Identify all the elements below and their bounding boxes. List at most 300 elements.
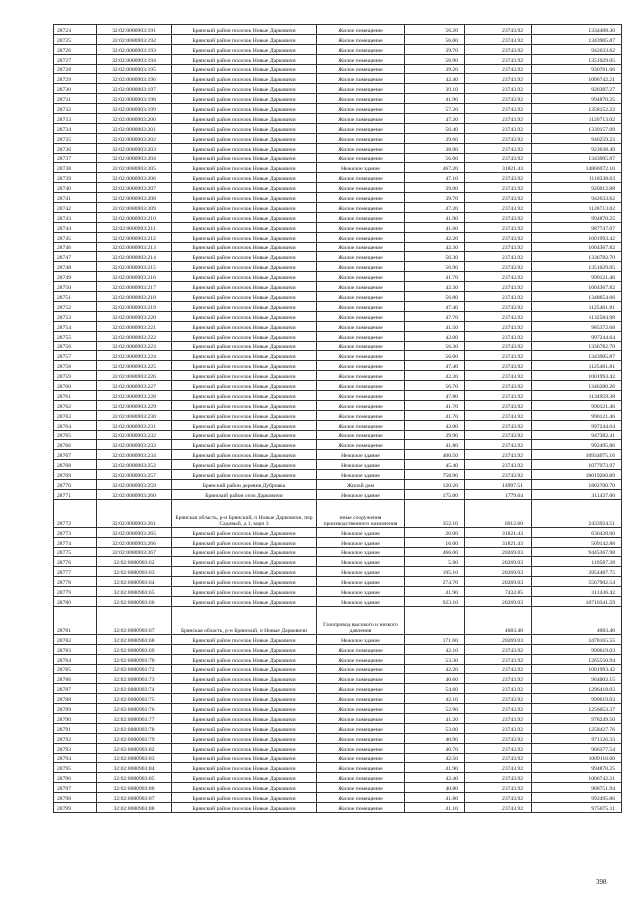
specific-value-cell: 23743.92	[465, 212, 532, 222]
object-type-cell: Жилое помещение	[317, 714, 405, 724]
area-cell: 40.70	[405, 743, 465, 753]
area-cell: 120.20	[405, 479, 465, 489]
object-type-cell: Жилое помещение	[317, 212, 405, 222]
specific-value-cell: 23743.92	[465, 351, 532, 361]
table-row	[54, 634, 622, 644]
cadastral-number-cell: 32:02:0080903:83	[97, 753, 172, 763]
object-type-cell: Жилое помещение	[317, 793, 405, 803]
row-number-cell: 28763	[54, 410, 97, 420]
cadastral-value-cell: 1343905.87	[532, 351, 622, 361]
row-number-cell: 28784	[54, 654, 97, 664]
cadastral-value-cell: 994870.25	[532, 94, 622, 104]
specific-value-cell: 23743.92	[465, 743, 532, 753]
specific-value-cell: 23743.92	[465, 361, 532, 371]
specific-value-cell: 23743.92	[465, 193, 532, 203]
row-number-cell: 28760	[54, 381, 97, 391]
object-type-cell: Жилое помещение	[317, 803, 405, 813]
cadastral-value-cell: 985372.68	[532, 321, 622, 331]
table-row	[54, 54, 622, 64]
row-number-cell: 28761	[54, 390, 97, 400]
table-row	[54, 527, 622, 537]
row-number-cell: 28778	[54, 577, 97, 587]
page-number: 398	[596, 878, 607, 886]
row-number-cell: 28774	[54, 537, 97, 547]
object-type-cell: Нежилое здание	[317, 577, 405, 587]
object-type-cell: Жилое помещение	[317, 143, 405, 153]
object-type-cell: Жилое помещение	[317, 74, 405, 84]
row-number-cell: 28753	[54, 311, 97, 321]
cadastral-number-cell: 32:02:0080903:85	[97, 773, 172, 783]
cadastral-number-cell: 32:02:0080903:222	[97, 331, 172, 341]
address-cell: Брянский район поселок Новые Дарковичи	[172, 704, 317, 714]
cadastral-number-cell: 32:02:0080903:65	[97, 587, 172, 597]
specific-value-cell: 23743.92	[465, 694, 532, 704]
table-row	[54, 440, 622, 450]
row-number-cell: 28779	[54, 587, 97, 597]
cadastral-number-cell: 32:02:0080903:214	[97, 252, 172, 262]
address-cell: Брянский район поселок Новые Дарковичи	[172, 587, 317, 597]
table-row	[54, 723, 622, 733]
cadastral-value-cell: 311437.00	[532, 489, 622, 499]
table-row	[54, 74, 622, 84]
table-row	[54, 143, 622, 153]
table-row	[54, 803, 622, 813]
table-row	[54, 460, 622, 470]
address-cell: Брянский район поселок Новые Дарковичи	[172, 557, 317, 567]
area-cell: 466.00	[405, 547, 465, 557]
table-row	[54, 743, 622, 753]
table-row	[54, 341, 622, 351]
cadastral-number-cell: 32:02:0080903:63	[97, 567, 172, 577]
cadastral-value-cell: 926012.88	[532, 183, 622, 193]
specific-value-cell: 23743.92	[465, 783, 532, 793]
table-row	[54, 390, 622, 400]
table-row	[54, 587, 622, 597]
table-row	[54, 644, 622, 654]
object-type-cell: Нежилое здание	[317, 460, 405, 470]
address-cell: Брянский район поселок Новые Дарковичи	[172, 301, 317, 311]
object-type-cell: Нежилое здание	[317, 596, 405, 606]
object-type-cell: Жилое помещение	[317, 440, 405, 450]
cadastral-number-cell: 32:02:0080903:234	[97, 450, 172, 460]
specific-value-cell: 23743.92	[465, 793, 532, 803]
row-number-cell: 28733	[54, 114, 97, 124]
cadastral-value-cell: 1256053.37	[532, 704, 622, 714]
object-type-cell: Жилое помещение	[317, 361, 405, 371]
cadastral-number-cell: 32:02:0080903:220	[97, 311, 172, 321]
row-number-cell: 28788	[54, 694, 97, 704]
object-type-cell: Жилое помещение	[317, 420, 405, 430]
specific-value-cell: 23743.92	[465, 410, 532, 420]
address-cell: Брянский район поселок Новые Дарковичи	[172, 694, 317, 704]
cadastral-value-cell: 1004367.82	[532, 242, 622, 252]
object-type-cell: Жилое помещение	[317, 242, 405, 252]
row-number-cell: 28754	[54, 321, 97, 331]
cadastral-number-cell: 32:02:0080903:77	[97, 714, 172, 724]
row-number-cell: 28783	[54, 644, 97, 654]
specific-value-cell: 23743.92	[465, 25, 532, 35]
row-number-cell: 28747	[54, 252, 97, 262]
row-number-cell: 28751	[54, 292, 97, 302]
row-number-cell: 28799	[54, 803, 97, 813]
cadastral-value-cell: 992495.86	[532, 440, 622, 450]
row-number-cell: 28768	[54, 460, 97, 470]
cadastral-number-cell: 32:02:0080903:229	[97, 400, 172, 410]
table-body	[54, 25, 622, 813]
specific-value-cell: 23743.92	[465, 684, 532, 694]
cadastral-number-cell: 32:02:0080903:266	[97, 537, 172, 547]
row-number-cell: 28773	[54, 527, 97, 537]
row-number-cell: 28742	[54, 203, 97, 213]
object-type-cell: Жилое помещение	[317, 262, 405, 272]
table-row	[54, 410, 622, 420]
object-type-cell: Газопровод высокого и низкого давления	[317, 606, 405, 634]
row-number-cell: 28732	[54, 104, 97, 114]
cadastral-value-cell: 1001993.42	[532, 232, 622, 242]
cadastral-value-cell: 990121.46	[532, 400, 622, 410]
object-type-cell: Жилое помещение	[317, 44, 405, 54]
cadastral-value-cell: 999619.03	[532, 644, 622, 654]
area-cell: 274.70	[405, 577, 465, 587]
table-row	[54, 94, 622, 104]
object-type-cell: Жилое помещение	[317, 664, 405, 674]
row-number-cell: 28734	[54, 123, 97, 133]
area-cell: 758.90	[405, 470, 465, 480]
row-number-cell: 28766	[54, 440, 97, 450]
specific-value-cell: 23743.92	[465, 173, 532, 183]
table-row	[54, 489, 622, 499]
cadastral-number-cell: 32:02:0080903:224	[97, 351, 172, 361]
row-number-cell: 28769	[54, 470, 97, 480]
object-type-cell: Жилое помещение	[317, 153, 405, 163]
row-number-cell: 28762	[54, 400, 97, 410]
object-type-cell: Нежилое здание	[317, 537, 405, 547]
specific-value-cell: 31821.43	[465, 537, 532, 547]
address-cell: Брянский район поселок Новые Дарковичи	[172, 34, 317, 44]
address-cell: Брянский район поселок Новые Дарковичи	[172, 104, 317, 114]
object-type-cell: Жилое помещение	[317, 114, 405, 124]
cadastral-number-cell: 32:02:0080903:208	[97, 193, 172, 203]
area-cell: 16.00	[405, 537, 465, 547]
cadastral-number-cell: 32:02:0080903:198	[97, 94, 172, 104]
cadastral-number-cell: 32:02:0080903:233	[97, 440, 172, 450]
cadastral-number-cell: 32:02:0080903:209	[97, 203, 172, 213]
cadastral-value-cell: 994870.25	[532, 212, 622, 222]
object-type-cell: Жилое помещение	[317, 311, 405, 321]
specific-value-cell: 23743.92	[465, 321, 532, 331]
row-number-cell: 28728	[54, 64, 97, 74]
cadastral-number-cell: 32:02:0080903:206	[97, 173, 172, 183]
address-cell: Брянский район поселок Новые Дарковичи	[172, 133, 317, 143]
area-cell: 41.90	[405, 763, 465, 773]
row-number-cell: 28785	[54, 664, 97, 674]
cadastral-number-cell: 32:02:0080903:261	[97, 499, 172, 527]
table-row	[54, 547, 622, 557]
table-row	[54, 537, 622, 547]
cadastral-number-cell: 32:02:0080903:196	[97, 74, 172, 84]
cadastral-number-cell: 32:02:0080903:202	[97, 133, 172, 143]
area-cell: 47.20	[405, 203, 465, 213]
specific-value-cell: 23743.92	[465, 440, 532, 450]
specific-value-cell: 20269.03	[465, 634, 532, 644]
area-cell: 56.60	[405, 153, 465, 163]
object-type-cell: Жилое помещение	[317, 674, 405, 684]
address-cell: Брянский район поселок Новые Дарковичи	[172, 440, 317, 450]
cadastral-number-cell: 32:02:0080903:265	[97, 527, 172, 537]
table-row	[54, 400, 622, 410]
specific-value-cell: 23743.92	[465, 331, 532, 341]
address-cell: Брянский район деревня Дубровка	[172, 479, 317, 489]
area-cell: 56.60	[405, 34, 465, 44]
row-number-cell: 28794	[54, 753, 97, 763]
area-cell: 41.70	[405, 272, 465, 282]
specific-value-cell: 23743.92	[465, 390, 532, 400]
object-type-cell: Нежилое здание	[317, 547, 405, 557]
cadastral-value-cell: 1265550.94	[532, 654, 622, 664]
table-row	[54, 606, 622, 634]
address-cell: Брянский район поселок Новые Дарковичи	[172, 527, 317, 537]
cadastral-number-cell: 32:02:0080903:62	[97, 557, 172, 567]
specific-value-cell: 23743.92	[465, 400, 532, 410]
cadastral-value-cell: 1001993.42	[532, 664, 622, 674]
object-type-cell: Нежилое здание	[317, 489, 405, 499]
specific-value-cell: 23743.92	[465, 153, 532, 163]
cadastral-number-cell: 32:02:0080903:86	[97, 783, 172, 793]
table-row	[54, 450, 622, 460]
specific-value-cell: 23743.92	[465, 430, 532, 440]
row-number-cell: 28727	[54, 54, 97, 64]
row-number-cell: 28797	[54, 783, 97, 793]
cadastral-value-cell: 10934075.16	[532, 450, 622, 460]
address-cell: Брянский район поселок Новые Дарковичи	[172, 153, 317, 163]
table-row	[54, 733, 622, 743]
object-type-cell: Жилое помещение	[317, 773, 405, 783]
row-number-cell: 28777	[54, 567, 97, 577]
address-cell: Брянский район поселок Новые Дарковичи	[172, 714, 317, 724]
address-cell: Брянский район поселок Новые Дарковичи	[172, 44, 317, 54]
object-type-cell: Жилое помещение	[317, 783, 405, 793]
object-type-cell: Нежилое здание	[317, 634, 405, 644]
cadastral-value-cell: 968751.94	[532, 783, 622, 793]
cadastral-value-cell: 942633.62	[532, 193, 622, 203]
cadastral-value-cell: 1132584.98	[532, 311, 622, 321]
address-cell: Брянский район поселок Новые Дарковичи	[172, 74, 317, 84]
row-number-cell: 28757	[54, 351, 97, 361]
specific-value-cell: 23743.92	[465, 371, 532, 381]
cadastral-number-cell: 32:02:0080903:213	[97, 242, 172, 252]
cadastral-value-cell: 3478165.55	[532, 634, 622, 644]
object-type-cell: Жилое помещение	[317, 381, 405, 391]
row-number-cell: 28730	[54, 84, 97, 94]
specific-value-cell: 23743.92	[465, 272, 532, 282]
cadastral-value-cell: 1009116.60	[532, 753, 622, 763]
specific-value-cell: 14997.51	[465, 479, 532, 489]
address-cell: Брянский район поселок Новые Дарковичи	[172, 664, 317, 674]
cadastral-number-cell: 32:02:0080903:82	[97, 743, 172, 753]
row-number-cell: 28726	[54, 44, 97, 54]
address-cell: Брянский район поселок Новые Дарковичи	[172, 410, 317, 420]
cadastral-value-cell: 636428.60	[532, 527, 622, 537]
cadastral-number-cell: 32:02:0080903:227	[97, 381, 172, 391]
address-cell: Брянский район поселок Новые Дарковичи	[172, 733, 317, 743]
cadastral-value-cell: 1258427.76	[532, 723, 622, 733]
cadastral-value-cell: 928387.27	[532, 84, 622, 94]
cadastral-number-cell: 32:02:0080903:205	[97, 163, 172, 173]
table-row	[54, 704, 622, 714]
table-row	[54, 793, 622, 803]
specific-value-cell: 23743.92	[465, 460, 532, 470]
address-cell: Брянский район поселок Новые Дарковичи	[172, 232, 317, 242]
cadastral-number-cell: 32:02:0080903:191	[97, 25, 172, 35]
specific-value-cell: 20269.03	[465, 577, 532, 587]
address-cell: Брянский район поселок Новые Дарковичи	[172, 684, 317, 694]
row-number-cell: 28789	[54, 704, 97, 714]
cadastral-value-cell: 990121.46	[532, 410, 622, 420]
table-row	[54, 272, 622, 282]
cadastral-number-cell: 32:02:0080903:68	[97, 634, 172, 644]
table-row	[54, 361, 622, 371]
specific-value-cell: 23743.92	[465, 222, 532, 232]
address-cell: Брянский район поселок Новые Дарковичи	[172, 25, 317, 35]
address-cell: Брянский район поселок Новые Дарковичи	[172, 567, 317, 577]
address-cell: Брянский район поселок Новые Дарковичи	[172, 163, 317, 173]
area-cell: 47.40	[405, 301, 465, 311]
area-cell: 47.20	[405, 114, 465, 124]
row-number-cell: 28791	[54, 723, 97, 733]
row-number-cell: 28792	[54, 733, 97, 743]
area-cell: 460.50	[405, 450, 465, 460]
area-cell: 41.80	[405, 440, 465, 450]
area-cell: 42.40	[405, 74, 465, 84]
table-row	[54, 133, 622, 143]
table-row	[54, 173, 622, 183]
object-type-cell: Жилое помещение	[317, 34, 405, 44]
cadastral-value-cell: 1351029.05	[532, 262, 622, 272]
cadastral-value-cell: 3954487.75	[532, 567, 622, 577]
address-cell: Брянский район поселок Новые Дарковичи	[172, 773, 317, 783]
specific-value-cell: 23743.92	[465, 94, 532, 104]
table-row	[54, 25, 622, 35]
object-type-cell: Нежилое здание	[317, 567, 405, 577]
cadastral-value-cell: 5567902.54	[532, 577, 622, 587]
specific-value-cell: 23743.92	[465, 104, 532, 114]
cadastral-number-cell: 32:02:0080903:260	[97, 489, 172, 499]
cadastral-value-cell: 9445367.98	[532, 547, 622, 557]
object-type-cell: Жилое помещение	[317, 684, 405, 694]
cadastral-value-cell: 930761.66	[532, 64, 622, 74]
object-type-cell: Жилое помещение	[317, 654, 405, 664]
row-number-cell: 28798	[54, 793, 97, 803]
cadastral-value-cell: 1296418.03	[532, 684, 622, 694]
specific-value-cell: 23743.92	[465, 420, 532, 430]
row-number-cell: 28770	[54, 479, 97, 489]
table-row	[54, 321, 622, 331]
area-cell: 41.90	[405, 212, 465, 222]
row-number-cell: 28793	[54, 743, 97, 753]
area-cell: 42.30	[405, 242, 465, 252]
table-row	[54, 262, 622, 272]
cadastral-number-cell: 32:02:0080903:203	[97, 143, 172, 153]
table-row	[54, 193, 622, 203]
cadastral-number-cell: 32:02:0080903:226	[97, 371, 172, 381]
cadastral-value-cell: 1125461.81	[532, 361, 622, 371]
table-row	[54, 252, 622, 262]
address-cell: Брянская область, р-н Брянский, п Новые Дарковичи, пер Садовый, д 1, корп 3	[172, 499, 317, 527]
cadastral-number-cell: 32:02:0080903:219	[97, 301, 172, 311]
area-cell: 57.20	[405, 104, 465, 114]
row-number-cell: 28775	[54, 547, 97, 557]
area-cell: 42.00	[405, 331, 465, 341]
address-cell: Брянский район поселок Новые Дарковичи	[172, 654, 317, 664]
object-type-cell: Нежилое здание	[317, 557, 405, 567]
object-type-cell: Нежилое здание	[317, 470, 405, 480]
area-cell: 56.90	[405, 262, 465, 272]
address-cell: Брянский район поселок Новые Дарковичи	[172, 547, 317, 557]
table-row	[54, 381, 622, 391]
object-type-cell: Жилое помещение	[317, 704, 405, 714]
row-number-cell: 28781	[54, 606, 97, 634]
row-number-cell: 28748	[54, 262, 97, 272]
cadastral-number-cell: 32:02:0080903:210	[97, 212, 172, 222]
table-row	[54, 153, 622, 163]
cadastral-value-cell: 18019260.89	[532, 470, 622, 480]
address-cell: Брянский район поселок Новые Дарковичи	[172, 173, 317, 183]
row-number-cell: 28756	[54, 341, 97, 351]
cadastral-number-cell: 32:02:0080903:207	[97, 183, 172, 193]
table-row	[54, 499, 622, 527]
table-row	[54, 44, 622, 54]
table-row	[54, 301, 622, 311]
specific-value-cell: 23743.92	[465, 232, 532, 242]
specific-value-cell: 23743.92	[465, 282, 532, 292]
area-cell: 39.20	[405, 64, 465, 74]
specific-value-cell: 20269.03	[465, 567, 532, 577]
area-cell: 42.20	[405, 664, 465, 674]
address-cell: Брянский район поселок Новые Дарковичи	[172, 470, 317, 480]
object-type-cell: Жилое помещение	[317, 292, 405, 302]
address-cell: Брянский район поселок Новые Дарковичи	[172, 84, 317, 94]
cadastral-value-cell: 119587.28	[532, 557, 622, 567]
specific-value-cell: 23743.92	[465, 470, 532, 480]
area-cell: 47.70	[405, 311, 465, 321]
address-cell: Брянский район поселок Новые Дарковичи	[172, 341, 317, 351]
address-cell: Брянский район поселок Новые Дарковичи	[172, 381, 317, 391]
cadastral-value-cell: 4083.40	[532, 606, 622, 634]
address-cell: Брянский район поселок Новые Дарковичи	[172, 193, 317, 203]
object-type-cell: Жилое помещение	[317, 282, 405, 292]
address-cell: Брянский район поселок Новые Дарковичи	[172, 361, 317, 371]
cadastral-value-cell: 509142.88	[532, 537, 622, 547]
specific-value-cell: 23743.92	[465, 664, 532, 674]
specific-value-cell: 23743.92	[465, 262, 532, 272]
cadastral-value-cell: 1351029.05	[532, 54, 622, 64]
cadastral-number-cell: 32:02:0080903:84	[97, 763, 172, 773]
object-type-cell: Нежилое здание	[317, 527, 405, 537]
table-row	[54, 351, 622, 361]
specific-value-cell: 1779.64	[465, 489, 532, 499]
table-row	[54, 714, 622, 724]
area-cell: 42.20	[405, 371, 465, 381]
specific-value-cell: 31821.43	[465, 163, 532, 173]
object-type-cell: Жилое помещение	[317, 272, 405, 282]
cadastral-value-cell: 1802700.70	[532, 479, 622, 489]
row-number-cell: 28725	[54, 34, 97, 44]
table-row	[54, 654, 622, 664]
address-cell: Брянский район поселок Новые Дарковичи	[172, 222, 317, 232]
table-row	[54, 674, 622, 684]
row-number-cell: 28759	[54, 371, 97, 381]
table-row	[54, 420, 622, 430]
